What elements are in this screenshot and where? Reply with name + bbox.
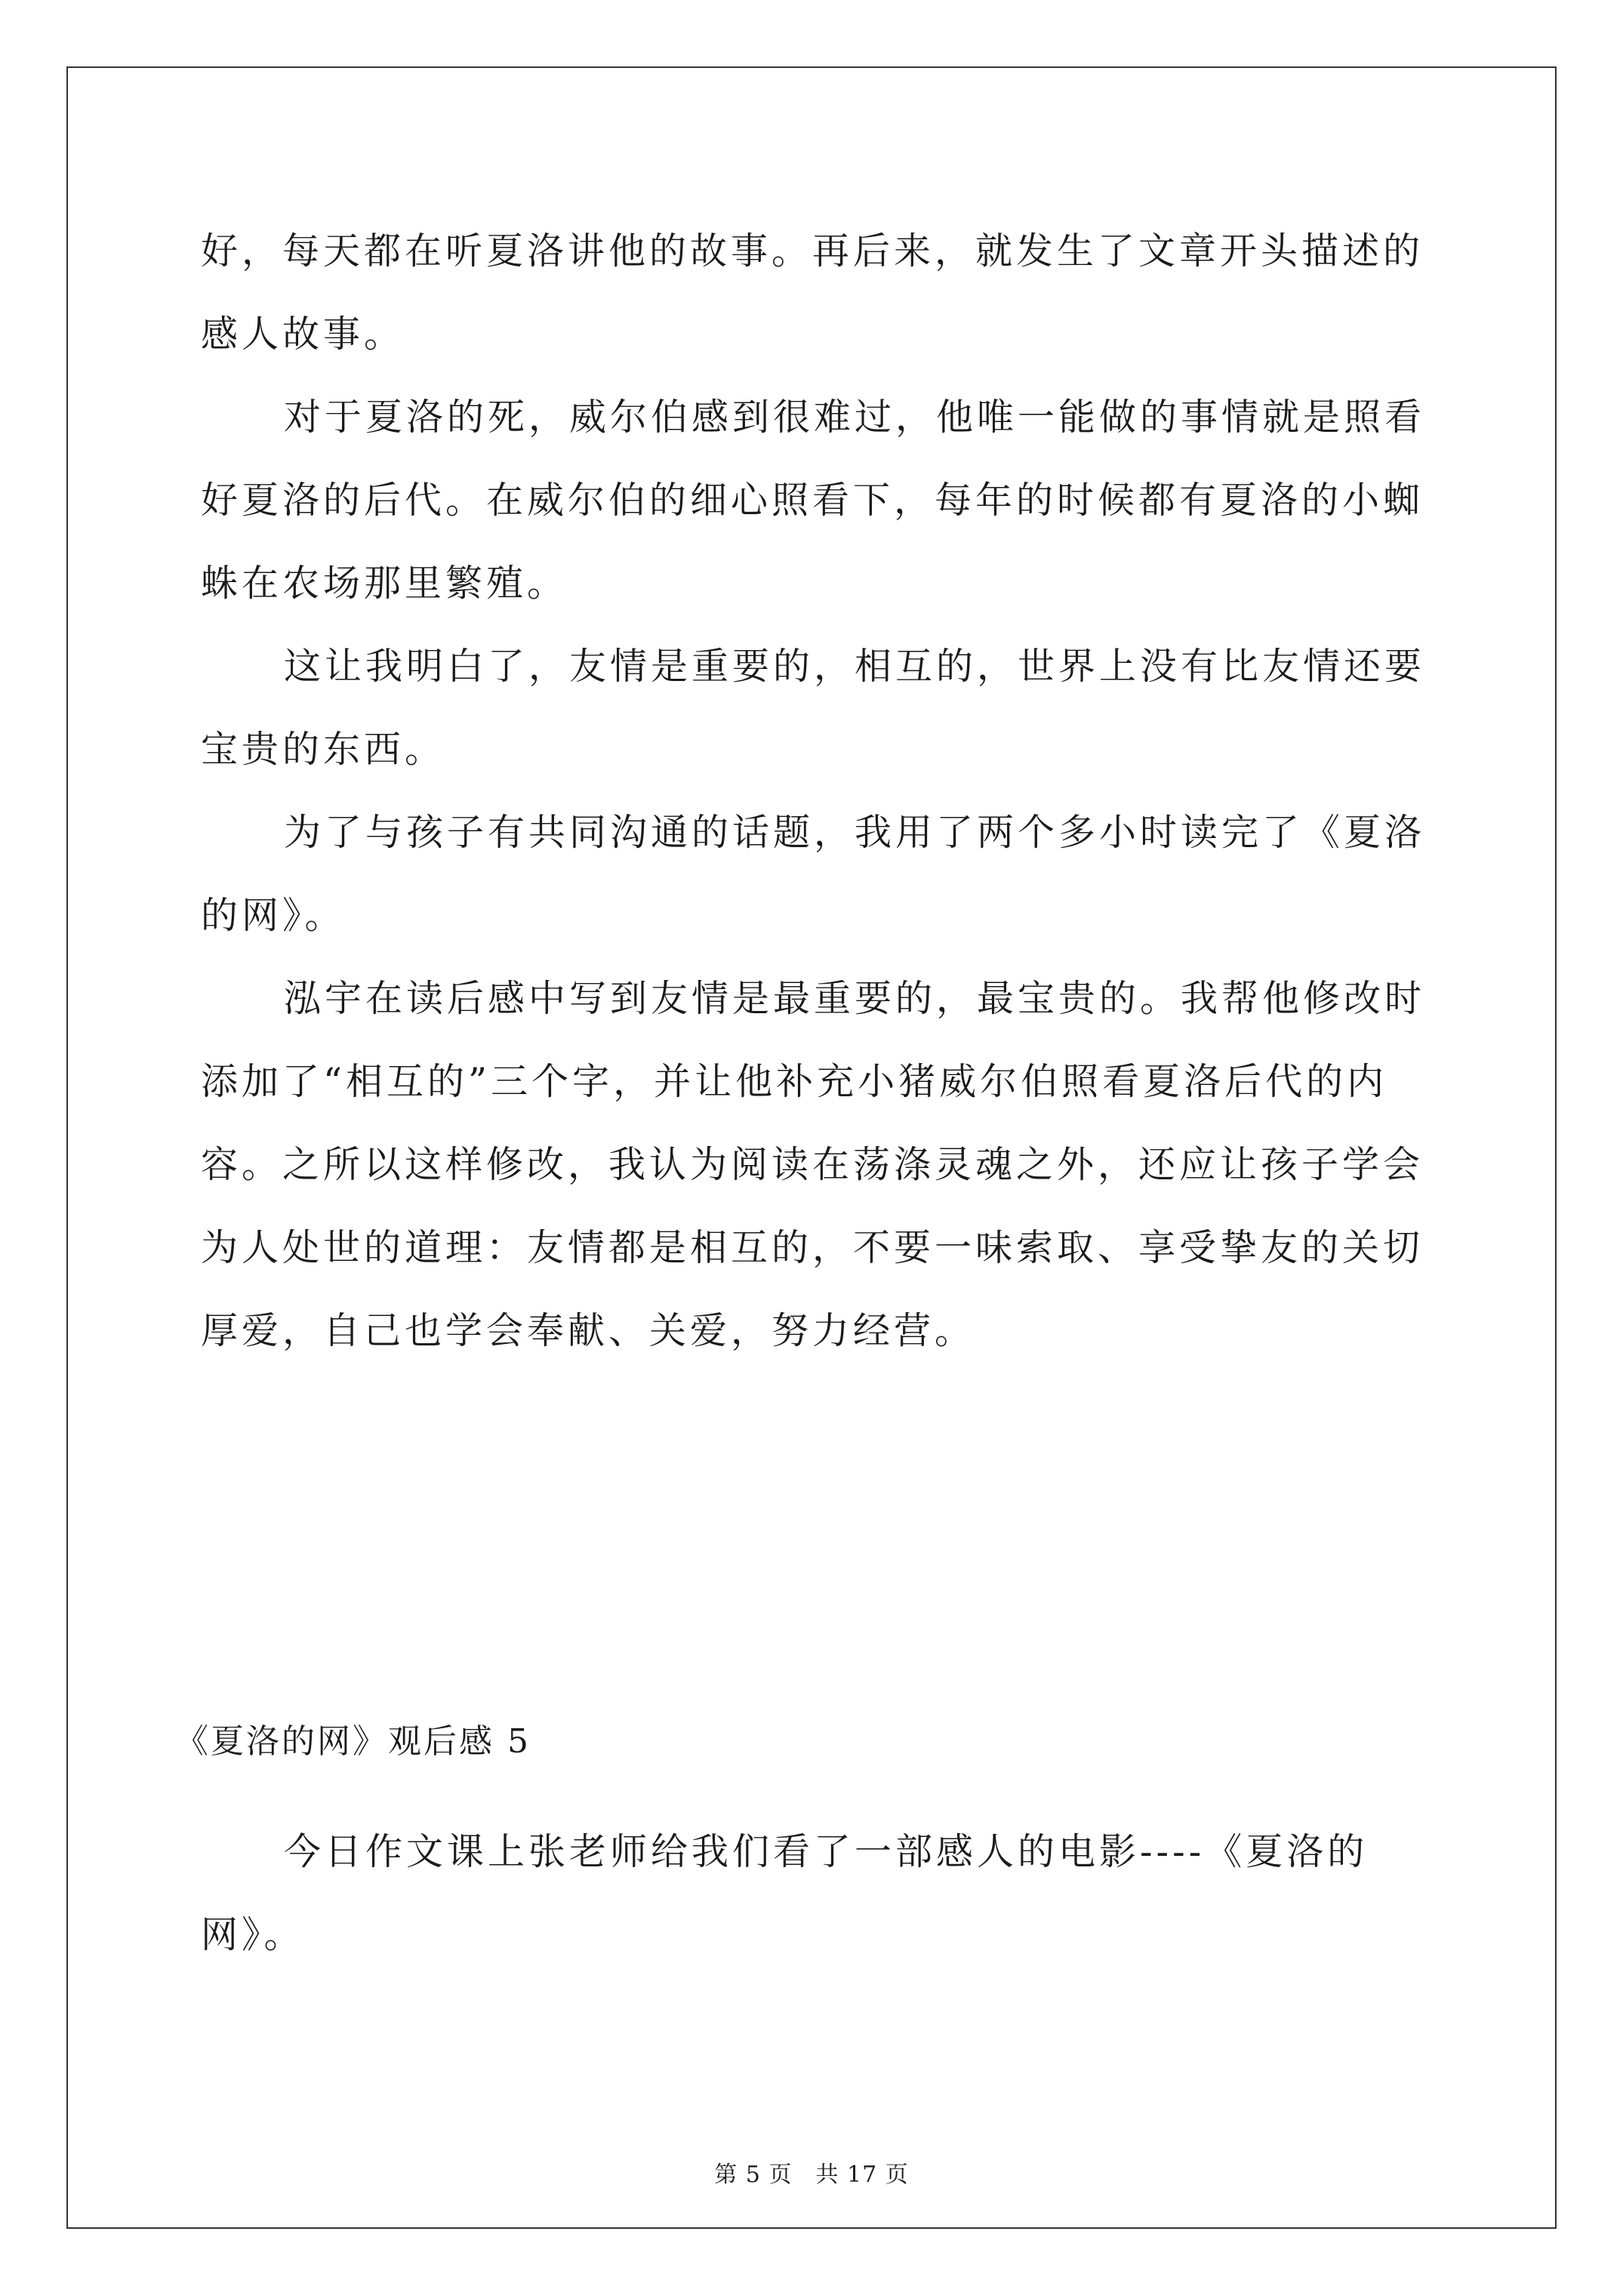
paragraph-line: 添加了“相互的”三个字，并让他补充小猪威尔伯照看夏洛后代的内 bbox=[201, 1060, 1388, 1103]
section-heading: 《夏洛的网》观后感 5 bbox=[175, 1722, 531, 1761]
body-text-block-2 bbox=[201, 1811, 1427, 1977]
paragraph-line: 泓宇在读后感中写到友情是最重要的，最宝贵的。我帮他修改时 bbox=[284, 977, 1426, 1020]
paragraph-line: 为了与孩子有共同沟通的话题，我用了两个多小时读完了《夏洛 bbox=[284, 811, 1426, 854]
paragraph-line: 今日作文课上张老师给我们看了一部感人的电影----《夏洛的 bbox=[284, 1830, 1369, 1873]
paragraph-line: 蛛在农场那里繁殖。 bbox=[201, 562, 568, 605]
paragraph-line: 这让我明白了，友情是重要的，相互的，世界上没有比友情还要 bbox=[284, 645, 1426, 688]
paragraph-line: 的网》。 bbox=[201, 894, 346, 937]
page-number-footer: 第 5 页 共 17 页 bbox=[714, 2162, 909, 2188]
paragraph-line: 为人处世的道理：友情都是相互的，不要一味索取、享受挚友的关切 bbox=[201, 1226, 1424, 1269]
paragraph-line: 好，每天都在听夏洛讲他的故事。再后来，就发生了文章开头描述的 bbox=[201, 230, 1424, 273]
paragraph-line: 好夏洛的后代。在威尔伯的细心照看下，每年的时候都有夏洛的小蜘 bbox=[201, 479, 1424, 522]
paragraph-line: 容。之所以这样修改，我认为阅读在荡涤灵魂之外，还应让孩子学会 bbox=[201, 1143, 1424, 1186]
paragraph-line: 感人故事。 bbox=[201, 313, 405, 356]
paragraph-line: 对于夏洛的死，威尔伯感到很难过，他唯一能做的事情就是照看 bbox=[284, 396, 1426, 439]
paragraph-line: 网》。 bbox=[201, 1913, 305, 1956]
paragraph-line: 宝贵的东西。 bbox=[201, 728, 446, 771]
body-text-block-1 bbox=[201, 210, 1427, 1373]
paragraph-line: 厚爱，自己也学会奉献、关爱，努力经营。 bbox=[201, 1309, 976, 1352]
